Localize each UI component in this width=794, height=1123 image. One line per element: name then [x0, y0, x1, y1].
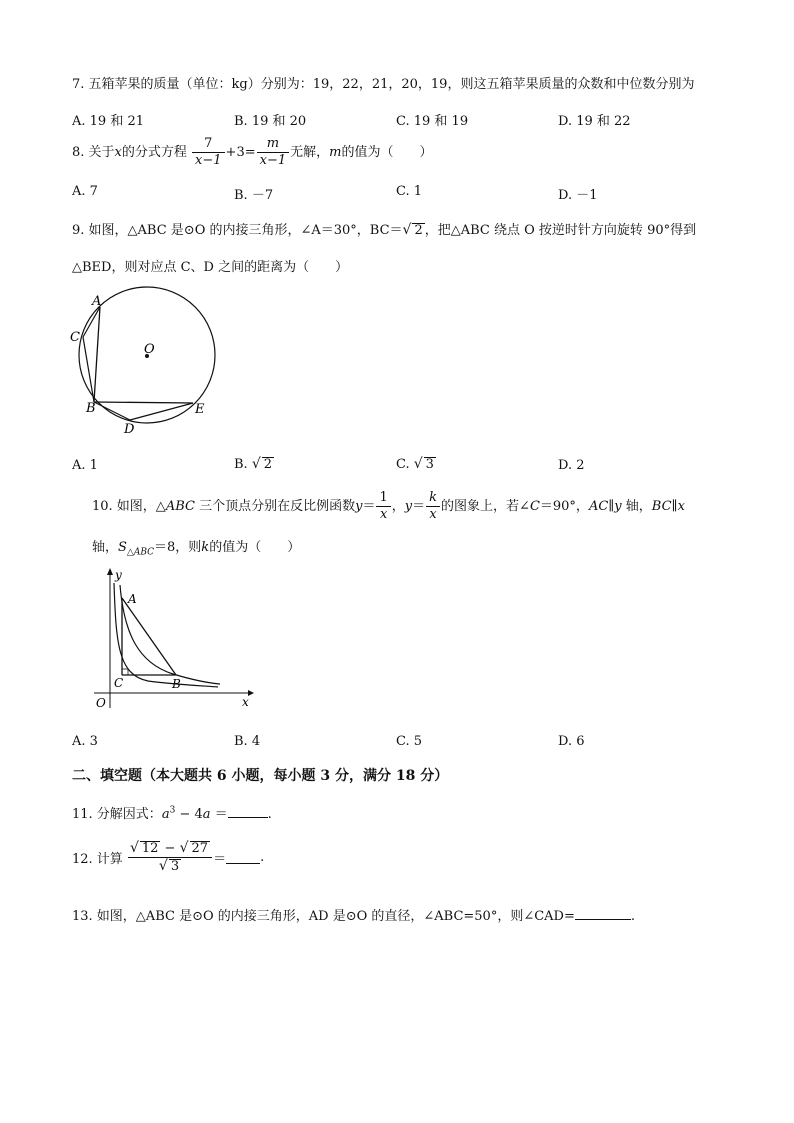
q7-option-d: D. 19 和 22 — [558, 114, 631, 129]
q8-fraction-2: $\frac{m}{x-1}$ — [257, 136, 290, 169]
q9-option-c: C. √ 3 — [396, 456, 434, 472]
q10-option-a: A. 3 — [72, 734, 98, 749]
x-axis-arrow — [248, 690, 254, 696]
q10-stem-line2: 轴，$S_{\triangle ABC}=8$，则k的值为（ ） — [92, 540, 301, 558]
label-y: y — [115, 568, 122, 582]
q8-option-c: C. 1 — [396, 184, 423, 199]
right-angle-mark — [122, 669, 128, 675]
segment-ab — [94, 307, 100, 402]
q7-option-c: C. 19 和 19 — [396, 114, 469, 129]
q7-stem: 7. 五箱苹果的质量（单位：kg）分别为：19，22，21，20，19，则这五箱苹果质量的众数和中位数分别为 — [72, 77, 695, 92]
q12-answer-blank[interactable] — [226, 851, 260, 864]
segment-cb — [83, 337, 94, 402]
q12-fraction: $\frac{√ 12 - √ 27}{√ 3}$ — [128, 840, 212, 875]
label-o: O — [96, 696, 106, 710]
q8-stem: 8. 关于x的分式方程 $\frac{7}{x-1}$ +3= $\frac{m}{x-1}$ 无解，m的值为（ ） — [72, 136, 433, 168]
q8-option-a: A. 7 — [72, 184, 98, 199]
q10-graph-figure — [88, 563, 258, 713]
q8-fraction-1: $\frac{7}{x-1}$ — [192, 136, 225, 169]
q10-fraction-1: $\frac{1}{x}$ — [376, 490, 390, 523]
segment-be — [94, 402, 193, 403]
section-2-heading: 二、填空题（本大题共 6 小题，每小题 3 分，满分 18 分） — [72, 768, 449, 784]
q9-stem-line2: △BED，则对应点 C、D 之间的距离为（ ） — [72, 260, 349, 275]
q9-circle-figure — [68, 285, 228, 440]
label-c: C — [114, 676, 124, 690]
segment-ab — [122, 598, 176, 675]
label-d: D — [124, 422, 135, 437]
segment-de — [130, 403, 193, 420]
label-b: B — [86, 401, 96, 416]
q9-option-a: A. 1 — [72, 458, 98, 473]
q9-option-d: D. 2 — [558, 458, 585, 473]
label-a: A — [128, 592, 137, 606]
segment-ac — [83, 307, 100, 337]
q11-stem: 11. 分解因式：$a^3 - 4a$ ＝ . — [72, 805, 272, 822]
label-b: B — [172, 677, 181, 691]
segment-bd — [94, 402, 130, 420]
q7-option-b: B. 19 和 20 — [234, 114, 307, 129]
q10-fraction-2: $\frac{k}{x}$ — [426, 490, 440, 523]
q11-answer-blank[interactable] — [228, 805, 268, 818]
label-c: C — [70, 330, 80, 345]
q8-option-b: B. －7 — [234, 188, 274, 203]
q10-option-d: D. 6 — [558, 734, 585, 749]
q13-answer-blank[interactable] — [575, 907, 631, 920]
q7-option-a: A. 19 和 21 — [72, 114, 145, 129]
q13-stem: 13. 如图，△ABC 是⊙O 的内接三角形，AD 是⊙O 的直径，∠ABC=50°，则∠CAD= . — [72, 909, 636, 924]
label-e: E — [195, 402, 205, 417]
q10-option-c: C. 5 — [396, 734, 423, 749]
q9-stem-line1: 9. 如图，△ABC 是⊙O 的内接三角形，∠A＝30°，BC＝√ 2 ，把△ABC 绕点 O 按逆时针方向旋转 90°得到 — [72, 222, 697, 238]
label-x: x — [242, 695, 249, 709]
q9-option-b: B. √ 2 — [234, 456, 273, 472]
label-o: O — [144, 342, 155, 357]
label-a: A — [92, 294, 102, 309]
q10-option-b: B. 4 — [234, 734, 261, 749]
q12-stem: 12. 计算 $\frac{√ 12 - √ 27}{√ 3}$ ＝ . — [72, 840, 265, 874]
q8-option-d: D. －1 — [558, 188, 598, 203]
y-axis-arrow — [107, 568, 113, 575]
q10-stem-line1: 10. 如图，△ABC 三个顶点分别在反比例函数y＝ $\frac{1}{x}$ ，y＝ $\frac{k}{x}$ 的图象上，若∠C＝90°，AC∥y 轴，BC∥x — [92, 490, 685, 522]
